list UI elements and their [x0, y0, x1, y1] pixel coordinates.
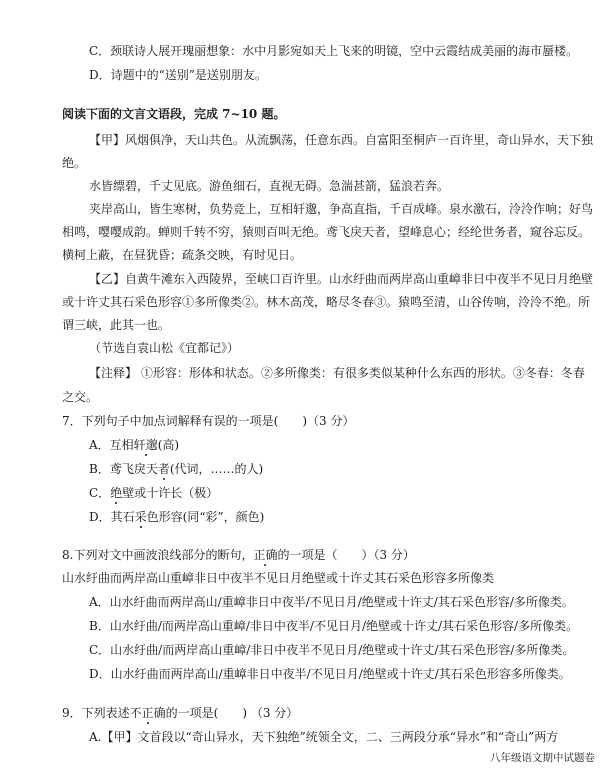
passage-jia-line: 横柯上蔽，在昼犹昏；疏条交映，有时见日。 — [62, 248, 303, 262]
question-7-option-d — [89, 509, 264, 525]
passage-jia-line: 相鸣，嘤嘤成韵。蝉则千转不穷，猿则百叫无绝。鸢飞戾天者，望峰息心；经纶世务者，窥谷忘反。 — [62, 225, 591, 239]
question-8-stem — [62, 547, 415, 563]
question-7-option-a — [89, 437, 179, 453]
passage-yi-line: 或十许丈其石采色形容①多所像类②。林木高茂，略尽冬春③。猿鸣至清，山谷传响，泠泠不绝。所 — [62, 295, 591, 309]
stem-text: 的一项是( ) （3 分） — [165, 706, 299, 720]
question-9-option-a: A.【甲】文首段以“奇山异水，天下独绝”统领全文，二、三两段分承“异水”和“奇山”两方 — [89, 730, 559, 744]
passage-yi-line: 【乙】自黄牛滩东入西陵界，至峡口百许里。山水纡曲而两岸高山重嶂非日中夜半不见日月绝壁 — [89, 272, 594, 286]
option-text: (高) — [157, 438, 180, 452]
question-8-option-a: A．山水纡曲而两岸高山/重嶂非日中夜半/不见日月/绝壁或十许丈/其石采色形容/多所像类。 — [89, 595, 574, 609]
question-8-wavy-text: 山水纡曲而两岸高山重嶂非日中夜半不见日月绝壁或十许丈其石采色形容多所像类 — [62, 571, 495, 585]
option-text: A．互相 — [89, 438, 134, 452]
passage-yi-line: 谓三峡，此其一也。 — [62, 318, 171, 332]
passage-jia-line: 夹岸高山，皆生寒树，负势竞上，互相轩邈，争高直指，千百成峰。泉水激石，泠泠作响；好鸟 — [89, 202, 594, 216]
question-8-option-c: C．山水纡曲/而两岸高山重嶂/非日中夜半不见日月/绝壁或十许丈/其石采色形容/多所像类。 — [89, 643, 575, 657]
option-text: D．其石 — [89, 510, 135, 524]
option-text: 壁或十许长（极） — [122, 486, 219, 500]
dotted-word: 不正确 — [129, 706, 166, 720]
stem-text: 的一项是（ ）（3 分） — [277, 548, 415, 562]
stem-text: 9．下列表述 — [62, 706, 130, 720]
dotted-word: 绝 — [110, 486, 123, 500]
passage-jia-line: 水皆缥碧，千丈见底。游鱼细石，直视无碍。急湍甚箭，猛浪若奔。 — [89, 179, 450, 193]
dotted-word: 者 — [157, 462, 170, 476]
question-9-stem — [62, 705, 298, 721]
option-text: (代词，……的人) — [169, 462, 264, 476]
passage-jia-line: 【甲】风烟俱净，天山共色。从流飘荡，任意东西。自富阳至桐庐一百许里，奇山异水，天下独 — [89, 133, 594, 147]
annotation-line: 【注释】 ①形容：形体和状态。②多所像类：有很多类似某种什么东西的形状。③冬春：冬春 — [89, 366, 585, 380]
option-d-line: D．诗题中的“送别”是送别朋友。 — [89, 68, 267, 82]
dotted-word: 采 — [134, 510, 147, 524]
dotted-word: 正确 — [253, 548, 278, 562]
question-7-option-c — [89, 485, 218, 501]
question-7-stem: 7．下列句子中加点词解释有误的一项是( )（3 分） — [62, 414, 355, 428]
annotation-line: 之交。 — [62, 390, 99, 404]
option-text: B．鸢飞戾天 — [89, 462, 158, 476]
section-heading: 阅读下面的文言文语段，完成 7~10 题。 — [62, 107, 286, 121]
passage-jia-line: 绝。 — [62, 156, 87, 170]
option-c-line: C．颈联诗人展开瑰丽想象：水中月影宛如天上飞来的明镜，空中云霞结成美丽的海市蜃楼。 — [89, 44, 579, 58]
source-citation: （节选自袁山松《宜都记》） — [89, 341, 240, 355]
question-8-option-d: D．山水纡曲而两岸高山/重嶂非日中夜半/不见日月/绝壁或十许丈/其石采色形容多所像类。 — [89, 667, 571, 681]
option-text: C． — [89, 486, 111, 500]
question-7-option-b — [89, 461, 263, 477]
question-8-option-b: B．山水纡曲/而两岸高山重嶂/非日中夜半/不见日月/绝壁或十许丈/其石采色形容/多所像类。 — [89, 619, 579, 633]
page-footer: 八年级语文期中试题卷 — [490, 752, 595, 764]
dotted-word: 轩邈 — [133, 438, 158, 452]
option-text: 色形容(同“彩”，颜色) — [146, 510, 265, 524]
stem-text: 8.下列对文中画波浪线部分的断句， — [62, 548, 254, 562]
